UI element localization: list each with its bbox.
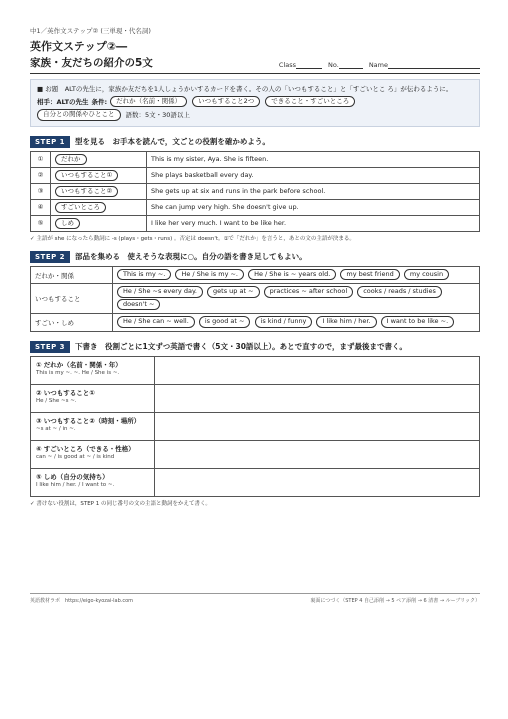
model-sentence: She gets up at six and runs in the park before school.: [147, 183, 480, 199]
table-row: [31, 314, 480, 331]
role-chip: だれか: [55, 154, 87, 165]
phrase-chip[interactable]: my best friend: [340, 269, 399, 280]
name-field[interactable]: [388, 61, 480, 69]
model-sentence: I like her very much. I want to be like her.: [147, 215, 480, 231]
model-sentence: This is my sister, Aya. She is fifteen.: [147, 151, 480, 167]
title-divider: [30, 73, 480, 74]
phrase-chip[interactable]: gets up at ~: [207, 286, 259, 297]
word-count: 語数：5文・30語以上: [125, 111, 190, 120]
row-number: ①: [31, 151, 51, 167]
conditions-label: 条件:: [91, 97, 108, 106]
name-label: Name: [368, 61, 388, 69]
step3-note: ✓ 書けない役割は，STEP 1 の同じ番号の文の主語と動詞をかえて書く。: [30, 500, 211, 507]
step2-heading-text: 部品を集める 使えそうな表現に○。自分の語を書き足してもよい。: [75, 252, 307, 262]
table-row: [31, 151, 480, 167]
table-row: [31, 284, 480, 314]
condition-chip: いつもすること2つ: [192, 96, 260, 107]
phrase-chip[interactable]: He / She can ~ well.: [117, 316, 195, 327]
role-chip: すごいところ: [55, 202, 106, 213]
role-chip: いつもすること①: [55, 170, 118, 181]
draft-hint: He / She ~s ~.: [36, 397, 77, 404]
phrase-chip[interactable]: I like him / her.: [316, 316, 376, 327]
row-number: ③: [31, 183, 51, 199]
table-row: [31, 167, 480, 183]
class-label: Class: [278, 61, 297, 69]
phrase-chip[interactable]: my cousin: [404, 269, 449, 280]
table-row: [31, 183, 480, 199]
draft-table: [30, 356, 480, 497]
phrase-chip[interactable]: doesn't ~: [117, 299, 160, 310]
step3-tag: STEP 3: [30, 341, 70, 353]
table-row: [31, 412, 480, 440]
number-field[interactable]: [339, 61, 363, 69]
table-row: [31, 266, 480, 283]
table-row: [31, 468, 480, 496]
draft-role: ③ いつもすること②（時刻・場所）: [36, 416, 141, 425]
page-title: 英作文ステップ②―: [30, 40, 128, 53]
draft-writing-area[interactable]: [155, 468, 480, 496]
phrase-chip[interactable]: I want to be like ~.: [381, 316, 455, 327]
draft-role: ② いつもすること①: [36, 388, 95, 397]
footer-continue: 裏面につづく（STEP 4 自己添削 → 5 ペア添削 → 6 清書 → ルーブリック）: [310, 598, 480, 604]
student-fields: [279, 61, 480, 70]
draft-hint: This is my ~. ~. He / She is ~.: [36, 369, 120, 376]
table-row: [31, 384, 480, 412]
condition-chip: できること・すごいところ: [265, 96, 355, 107]
role-chip: しめ: [55, 218, 80, 229]
table-row: [31, 356, 480, 384]
table-row: [31, 215, 480, 231]
table-row: [31, 440, 480, 468]
phrase-chip[interactable]: is kind / funny: [255, 316, 313, 327]
phrase-chip[interactable]: He / She is my ~.: [175, 269, 244, 280]
worksheet-page: [30, 26, 480, 507]
step1-note: ✓ 主語が she になったら動詞に -s (plays・gets・runs) 。否定は doesn't。①で「だれか」を言うと，あとの文の主語が決まる。: [30, 235, 355, 242]
phrase-chip[interactable]: He / She ~s every day.: [117, 286, 203, 297]
draft-writing-area[interactable]: [155, 384, 480, 412]
top-label: 中1／英作文ステップ② (三単現・代名詞): [30, 27, 151, 35]
footer-site: 英語教材ラボ https://eigo-kyozai-lab.com: [30, 598, 134, 604]
parts-category: だれか・関係: [31, 266, 113, 283]
draft-hint: can ~ / is good at ~ / is kind: [36, 453, 115, 460]
no-label: No.: [328, 61, 339, 69]
condition-chip: 自分との関係やひとこと: [37, 109, 121, 120]
model-sentence: She can jump very high. She doesn't give up.: [147, 199, 480, 215]
page-subtitle: 家族・友だちの紹介の5文: [30, 57, 153, 69]
draft-role: ⑤ しめ（自分の気持ち）: [36, 472, 109, 481]
topic-conditions-2: [37, 109, 473, 120]
parts-table: [30, 266, 480, 332]
phrase-chip[interactable]: He / She is ~ years old.: [248, 269, 336, 280]
class-field[interactable]: [296, 61, 322, 69]
phrase-chip[interactable]: cooks / reads / studies: [357, 286, 442, 297]
model-sentence: She plays basketball every day.: [147, 167, 480, 183]
parts-category: すごい・しめ: [31, 314, 113, 331]
table-row: [31, 199, 480, 215]
topic-box: [30, 79, 480, 127]
role-chip: いつもすること②: [55, 186, 118, 197]
draft-hint: ~s at ~ / in ~.: [36, 425, 76, 432]
step2-tag: STEP 2: [30, 251, 70, 263]
draft-role: ① だれか（名前・関係・年）: [36, 360, 122, 369]
draft-hint: I like him / her. / I want to ~.: [36, 481, 115, 488]
step2-heading: [30, 251, 480, 263]
phrase-chip[interactable]: This is my ~.: [117, 269, 171, 280]
phrase-chip[interactable]: practices ~ after school: [264, 286, 354, 297]
step3-heading-text: 下書き 役割ごとに1文ずつ英語で書く（5文・30語以上）。あとで直すので，まず最後まで書く。: [75, 342, 407, 352]
page-footer: [30, 593, 480, 604]
step1-heading: [30, 136, 480, 148]
model-table: [30, 151, 480, 232]
draft-role: ④ すごいところ（できる・性格）: [36, 444, 135, 453]
phrase-chip[interactable]: is good at ~: [199, 316, 251, 327]
row-number: ⑤: [31, 215, 51, 231]
row-number: ④: [31, 199, 51, 215]
row-number: ②: [31, 167, 51, 183]
step3-heading: [30, 341, 480, 353]
topic-text: ■ お題 ALTの先生に，家族か友だちを1人しょうかいするカードを書く。その人の「いつもすること」と「すごいとこ ろ」が伝わるように。: [37, 85, 453, 93]
title-row: [30, 54, 480, 70]
partner-label: 相手：ALTの先生: [37, 97, 89, 106]
step1-heading-text: 型を見る お手本を読んで，文ごとの役割を確かめよう。: [75, 137, 270, 147]
step1-tag: STEP 1: [30, 136, 70, 148]
parts-category: いつもすること: [31, 284, 113, 314]
topic-conditions: [37, 96, 473, 107]
draft-writing-area[interactable]: [155, 440, 480, 468]
draft-writing-area[interactable]: [155, 356, 480, 384]
draft-writing-area[interactable]: [155, 412, 480, 440]
condition-chip: だれか（名前・関係）: [110, 96, 187, 107]
